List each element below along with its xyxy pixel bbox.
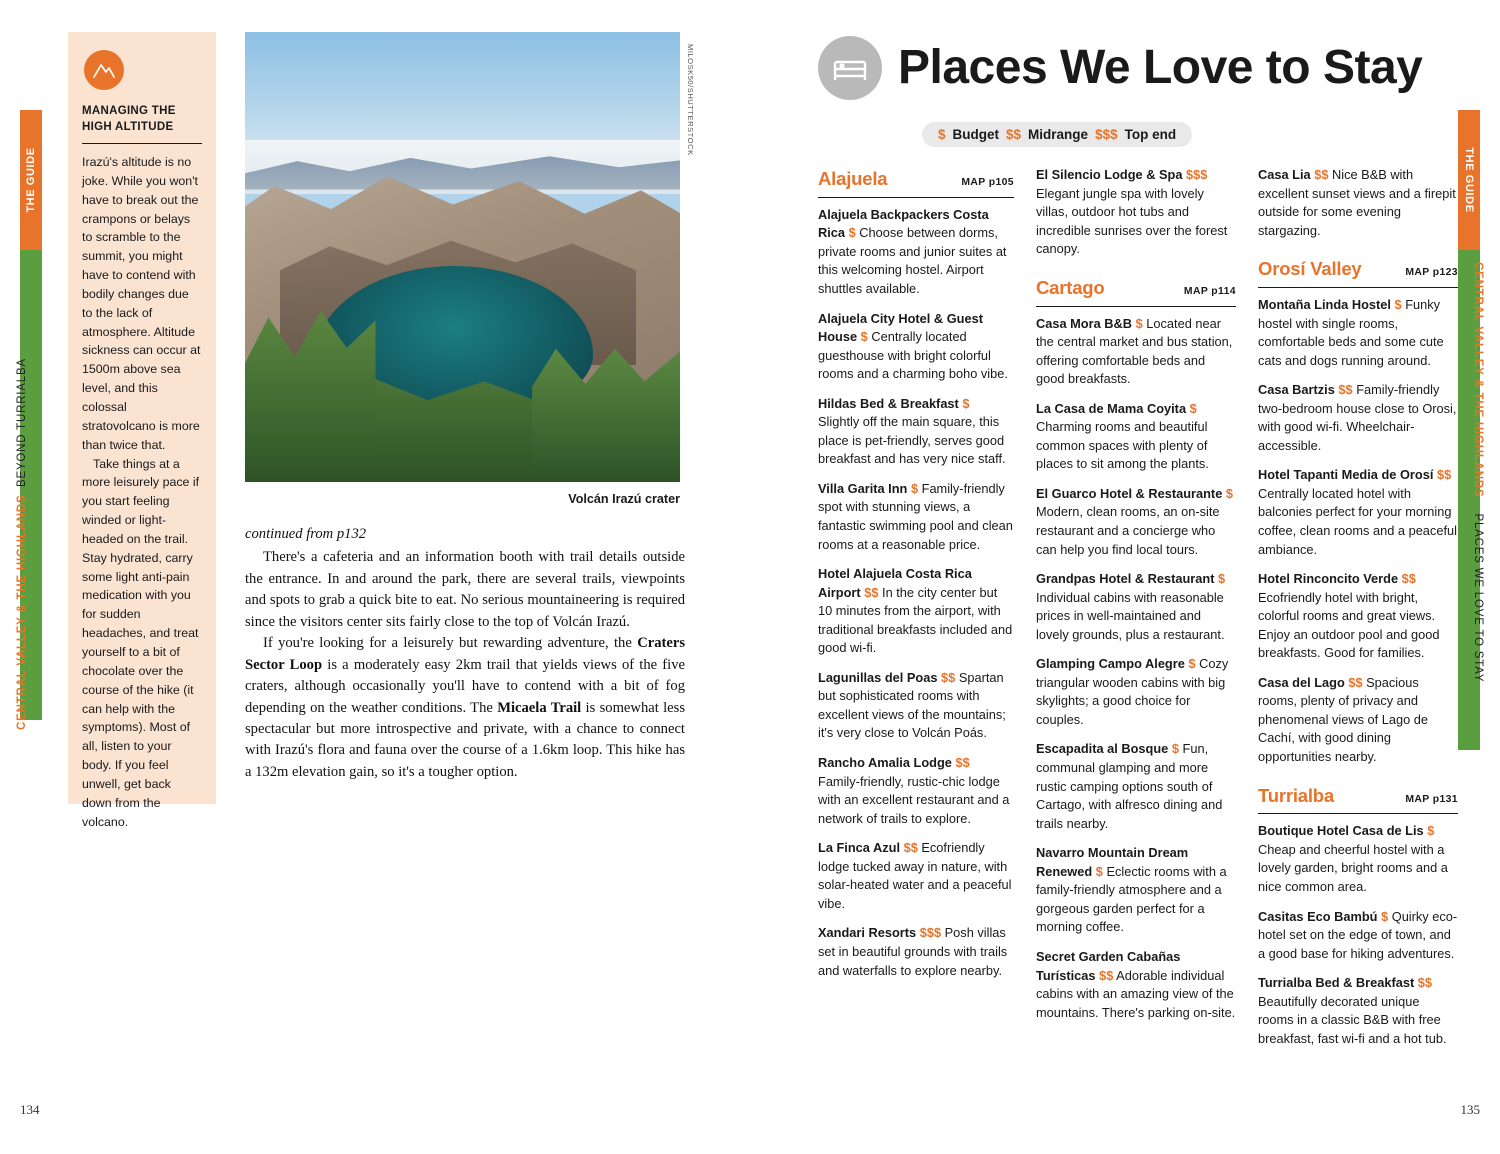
altitude-sidebar: [68, 32, 216, 829]
altitude-sidebar-body: [82, 153, 202, 831]
listing-price: $: [1218, 571, 1226, 587]
listing-price: $: [962, 395, 970, 411]
listing-desc: Individual cabins with reasonable prices in well-maintained and lovely grounds, plus a restaurant.: [1036, 589, 1225, 642]
section-map-ref[interactable]: MAP p123: [1405, 267, 1458, 279]
list-item: [818, 395, 1014, 469]
section-title: Turrialba: [1258, 784, 1334, 806]
listing-name: El Silencio Lodge & Spa: [1036, 167, 1183, 182]
listing-name: Escapadita al Bosque: [1036, 741, 1169, 757]
legend-label-budget: Budget: [952, 127, 1000, 142]
list-item: [1036, 485, 1236, 559]
section-title: Cartago: [1036, 276, 1105, 298]
section-heading-turrialba: [1258, 783, 1458, 815]
right-guide-tab-label: THE GUIDE: [1463, 147, 1475, 213]
listing-desc: Funky hostel with single rooms, comfortable beds and some cute cats and dogs running around.: [1258, 297, 1444, 368]
photo-caption: Volcán Irazú crater: [568, 492, 680, 506]
right-running-head-section: CENTRAL VALLEY & THE HIGHLANDS: [1472, 262, 1484, 498]
section-heading-alajuela: [818, 166, 1014, 198]
listing-price: $$$: [919, 925, 942, 941]
listing-desc: Nice B&B with excellent sunset views and a firepit outside for some evening stargazing.: [1258, 167, 1456, 238]
listings-columns: [818, 166, 1500, 1046]
altitude-paragraph: Irazú's altitude is no joke. While you won't have to break out the crampons or belays to scramble to the summit, you might have to contend with bodily changes due to the lack of atmosphere. Altitude sickness can occur at 1500m above sea level, and this colossal stratovolcano is more than twice that.: [82, 155, 201, 452]
listing-price: $: [1135, 315, 1143, 331]
continued-note: continued from p132: [245, 526, 367, 542]
left-running-head-topic: BEYOND TURRIALBA: [16, 357, 28, 487]
listing-desc: Posh villas set in beautiful grounds with trails and waterfalls to explore nearby.: [818, 925, 1008, 978]
price-legend: [922, 122, 1192, 147]
list-item: [1036, 655, 1236, 729]
listing-desc: Spacious rooms, plenty of privacy and phenomenal views of Lago de Cachí, with good dining opportunities nearby.: [1258, 674, 1429, 765]
legend-symbol-topend: $$$: [1095, 127, 1118, 142]
volcano-photo-image: [245, 32, 680, 482]
list-item: [1258, 166, 1458, 240]
section-title: Orosí Valley: [1258, 258, 1362, 280]
section-title: Alajuela: [818, 168, 888, 189]
listing-price: $$: [903, 840, 918, 856]
section-heading-orosi-valley: [1258, 256, 1458, 288]
listing-name: Casa Lia: [1258, 167, 1311, 182]
listing-desc: Spartan but sophisticated rooms with excellent views of the mountains; it's very close to Volcán Poás.: [818, 669, 1006, 741]
listing-desc: Quirky eco-hotel set on the edge of town, and a good base for hiking adventures.: [1258, 908, 1458, 961]
listing-desc: Centrally located guesthouse with bright colorful rooms and a charming boho vibe.: [818, 329, 1008, 382]
listing-name: Hildas Bed & Breakfast: [818, 395, 959, 411]
listing-price: $: [1189, 400, 1197, 416]
listing-desc: Fun, communal glamping and more rustic camping options south of Cartago, with alfresco dining and trails nearby.: [1036, 741, 1223, 831]
right-running-head-topic: PLACES WE LOVE TO STAY: [1472, 513, 1484, 683]
listing-name: Casa Mora B&B: [1036, 315, 1133, 331]
listing-name: El Guarco Hotel & Restaurante: [1036, 485, 1223, 501]
list-item: [818, 206, 1014, 299]
altitude-sidebar-title: MANAGING THE HIGH ALTITUDE: [82, 104, 202, 144]
list-item: [818, 310, 1014, 384]
listing-desc: Ecofriendly hotel with bright, colorful rooms and great views. Enjoy an outdoor pool and good breakfasts. Good for families.: [1258, 589, 1440, 661]
list-item: [1036, 948, 1236, 1022]
list-item: [1258, 466, 1458, 559]
list-item: [818, 924, 1014, 980]
listing-desc: Slightly off the main square, this place is pet-friendly, serves good breakfast and has very nice staff.: [818, 414, 1006, 467]
listing-price: $: [1394, 297, 1402, 312]
listing-desc: Modern, clean rooms, an on-site restaurant and a concierge who can help you find local tours.: [1036, 504, 1220, 557]
listing-desc: Choose between dorms, private rooms and junior suites at this welcoming hostel. Airport shuttles available.: [818, 225, 1007, 296]
listing-name: Hotel Alajuela Costa Rica Airport: [818, 566, 972, 600]
altitude-paragraph: Take things at a more leisurely pace if you start feeling winded or light-headed on the trail. Stay hydrated, carry some light anti-pain medication with you for sudden headaches, and treat yourself to a bit of chocolate over the course of the hike (it can help with the symptoms). Most of all, listen to your body. If you feel unwell, get back down from the volcano.: [82, 456, 200, 829]
listing-desc: Adorable individual cabins with an amazing view of the mountains. There's parking on-site.: [1036, 967, 1236, 1020]
listings-column-2: [1036, 166, 1236, 1046]
list-item: [1036, 315, 1236, 389]
list-item: [1258, 296, 1458, 370]
photo-credit: MILOSK50/SHUTTERSTOCK: [686, 44, 695, 156]
listing-price: $: [1381, 908, 1389, 924]
left-running-head: [16, 260, 42, 730]
body-paragraph-1: There's a cafeteria and an information booth with trail details outside the entrance. In and around the park, there are several trails, viewpoints and spots to grab a quick bite to eat. No serious mountaineering is required since the visitors center sits fairly close to the top of Volcán Irazú.: [245, 549, 685, 630]
listing-desc: Located near the central market and bus station, offering comfortable beds and good breakfasts.: [1036, 315, 1233, 387]
list-item: [1258, 674, 1458, 767]
section-map-ref[interactable]: MAP p105: [961, 177, 1014, 188]
list-item: [1036, 166, 1236, 259]
list-item: [1258, 822, 1458, 896]
list-item: [818, 565, 1014, 658]
listing-price: $: [848, 225, 856, 241]
list-item: [1036, 570, 1236, 644]
listing-price: $$: [1338, 382, 1353, 398]
listing-name: Casa Bartzis: [1258, 382, 1335, 398]
list-item: [818, 839, 1014, 913]
listing-price: $: [1427, 823, 1435, 839]
section-map-ref[interactable]: MAP p131: [1405, 793, 1458, 805]
listing-desc: Elegant jungle spa with lovely villas, outdoor hot tubs and incredible sunrises over the forest canopy.: [1036, 185, 1228, 257]
listing-price: $$$: [1186, 167, 1208, 182]
listing-price: $: [1095, 863, 1103, 879]
listing-price: $$: [941, 669, 956, 685]
listing-price: $: [1188, 656, 1196, 672]
listing-desc: Family-friendly two-bedroom house close to Orosi, with good wi-fi. Wheelchair-accessible.: [1258, 382, 1457, 453]
listing-name: Grandpas Hotel & Restaurant: [1036, 571, 1215, 587]
mountain-icon: [84, 50, 124, 90]
listing-name: Montaña Linda Hostel: [1258, 297, 1391, 312]
listing-desc: Centrally located hotel with balconies perfect for your morning coffee, clean rooms and a peaceful ambiance.: [1258, 485, 1457, 557]
list-item: [1036, 844, 1236, 937]
listings-column-3: [1258, 166, 1458, 1046]
listing-name: Rancho Amalia Lodge: [818, 755, 952, 771]
volcano-photo: [245, 32, 680, 482]
list-item: [1036, 400, 1236, 474]
list-item: [1258, 974, 1458, 1048]
listing-desc: Family-friendly spot with stunning views, a fantastic swimming pool and clean rooms at a reasonable price.: [818, 480, 1013, 552]
listing-desc: In the city center but 10 minutes from the airport, with traditional breakfasts included and good wi-fi.: [818, 584, 1013, 656]
list-item: [1258, 381, 1458, 455]
listing-name: Glamping Campo Alegre: [1036, 656, 1185, 672]
places-header: [818, 36, 1422, 100]
listing-desc: Ecofriendly lodge tucked away in nature, with solar-heated water and a peaceful vibe.: [818, 840, 1012, 911]
right-page: [750, 0, 1500, 1154]
listing-name: Villa Garita Inn: [818, 480, 908, 496]
page-title: Places We Love to Stay: [898, 41, 1423, 94]
legend-label-midrange: Midrange: [1028, 127, 1089, 142]
listing-name: Hotel Tapanti Media de Orosí: [1258, 467, 1434, 483]
listing-price: $$: [1401, 571, 1416, 587]
listing-desc: Cozy triangular wooden cabins with big skylights; a good choice for couples.: [1036, 656, 1229, 727]
listing-name: La Finca Azul: [818, 840, 901, 856]
legend-label-topend: Top end: [1124, 127, 1177, 142]
list-item: [818, 669, 1014, 743]
list-item: [1258, 908, 1458, 964]
list-item: [1258, 570, 1458, 663]
left-guide-tab-label: THE GUIDE: [25, 147, 37, 213]
listing-price: $$: [1314, 167, 1329, 182]
right-page-number: 135: [1460, 1102, 1480, 1117]
listing-desc: Beautifully decorated unique rooms in a classic B&B with free breakfast, fast wi-fi and a hot tub.: [1258, 993, 1447, 1046]
listing-price: $: [1171, 741, 1179, 757]
left-running-head-section: CENTRAL VALLEY & THE HIGHLANDS: [16, 494, 28, 730]
left-page-number: 134: [20, 1102, 40, 1117]
listing-price: $$: [955, 755, 970, 771]
listing-price: $: [910, 480, 919, 496]
list-item: [818, 754, 1014, 828]
listing-price: $$: [864, 584, 879, 600]
listing-name: La Casa de Mama Coyita: [1036, 400, 1187, 416]
listing-name: Boutique Hotel Casa de Lis: [1258, 823, 1424, 839]
left-body-text: [245, 524, 685, 783]
section-heading-cartago: [1036, 275, 1236, 307]
listing-name: Navarro Mountain Dream Renewed: [1036, 845, 1189, 879]
listing-name: Casitas Eco Bambú: [1258, 908, 1378, 924]
listing-price: $$: [1436, 467, 1452, 483]
listing-name: Turrialba Bed & Breakfast: [1258, 975, 1415, 991]
listing-name: Alajuela City Hotel & Guest House: [818, 310, 983, 345]
listing-price: $$: [1348, 674, 1363, 690]
listing-name: Casa del Lago: [1258, 674, 1345, 690]
list-item: [1036, 740, 1236, 833]
section-map-ref[interactable]: MAP p114: [1183, 285, 1236, 297]
listing-name: Alajuela Backpackers Costa Rica: [818, 206, 989, 241]
listing-desc: Family-friendly, rustic-chic lodge with an excellent restaurant and a network of trails to explore.: [818, 773, 1010, 826]
listing-price: $: [860, 329, 868, 345]
listing-price: $$: [1099, 967, 1114, 983]
listing-name: Xandari Resorts: [818, 925, 917, 941]
listing-price: $: [1225, 485, 1233, 501]
left-guide-tab: [20, 110, 42, 250]
listings-column-1: [818, 166, 1014, 1046]
listing-name: Hotel Rinconcito Verde: [1258, 571, 1399, 587]
listing-price: $$: [1417, 975, 1433, 991]
listing-desc: Cheap and cheerful hostel with a lovely garden, bright rooms and a nice common area.: [1258, 841, 1448, 895]
body-paragraph-2: If you're looking for a leisurely but rewarding adventure, the Craters Sector Loop is a moderately easy 2km trail that yields views of the five craters, although occasionally you'll have to contend with a bit of fog depending on the weather conditions. The Micaela Trail is somewhat less spectacular but more introspective and private, with a chance to connect with Irazú's flora and fauna over the course of a 1.6km loop. This hike has a 132m elevation gain, so it's a tougher option.: [245, 635, 685, 780]
bed-icon: [818, 36, 882, 100]
list-item: [818, 480, 1014, 554]
listing-name: Lagunillas del Poas: [818, 669, 938, 685]
listing-desc: Charming rooms and beautiful common spaces with plenty of places to sit among the plants.: [1036, 419, 1209, 472]
listing-desc: Eclectic rooms with a family-friendly atmosphere and a gorgeous garden perfect for a morning coffee.: [1036, 863, 1227, 935]
listing-name: Secret Garden Cabañas Turísticas: [1036, 948, 1181, 983]
legend-symbol-budget: $: [938, 127, 946, 142]
legend-symbol-midrange: $$: [1006, 127, 1022, 142]
